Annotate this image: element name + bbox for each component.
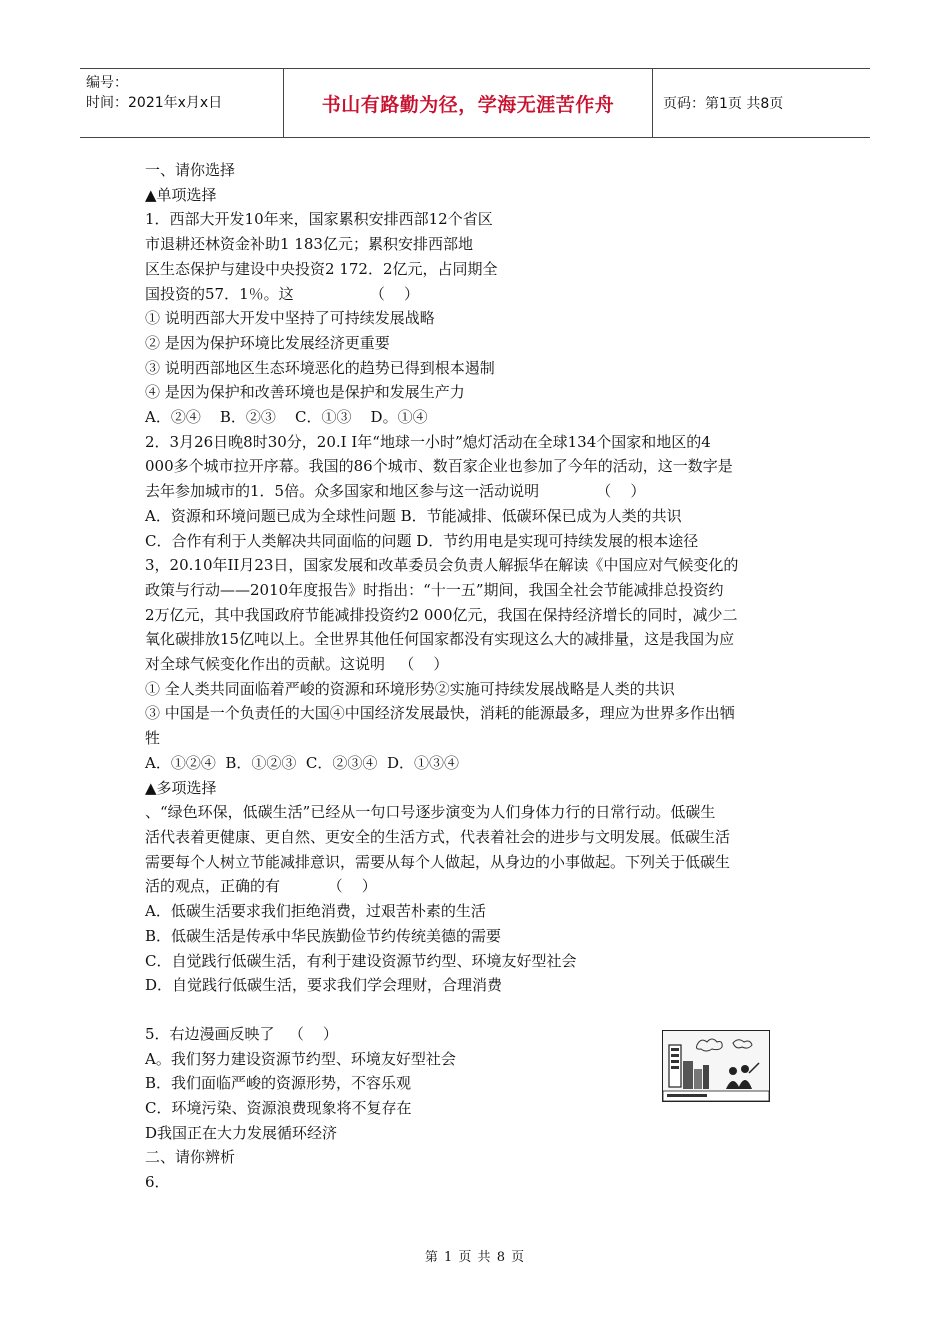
text-line: 一、请你选择: [145, 161, 236, 179]
text-line: A．资源和环境问题已成为全球性问题 B．节能减排、低碳环保已成为人类的共识: [145, 506, 682, 525]
text-line: ▲单项选择: [145, 185, 217, 204]
text-line: B．低碳生活是传承中华民族勤俭节约传统美德的需要: [145, 926, 502, 945]
text-line: 6．: [145, 1173, 170, 1192]
paragraph-gap: [145, 998, 810, 1022]
text-line: A．①②④ B．①②③ C．②③④ D．①③④: [145, 753, 459, 772]
text-line: 2．3月26日晚8时30分，20.I I年“地球一小时”熄灯活动在全球134个国家和地区的4: [145, 432, 711, 451]
header-meta: [80, 69, 283, 137]
text-line: ▲多项选择: [145, 778, 217, 797]
header-motto: 书山有路勤为径，学海无涯苦作舟: [283, 69, 653, 137]
text-line: 去年参加城市的1．5倍。众多国家和地区参与这一活动说明 （ ）: [145, 482, 646, 501]
text-line: 二、请你辨析: [145, 1148, 236, 1167]
header-page-number: 页码：第1页 共8页: [663, 96, 784, 112]
text-line: C．自觉践行低碳生活，有利于建设资源节约型、环境友好型社会: [145, 951, 577, 970]
text-line: ① 全人类共同面临着严峻的资源和环境形势②实施可持续发展战略是人类的共识: [145, 679, 675, 698]
text-line: C．合作有利于人类解决共同面临的问题 D．节约用电是实现可持续发展的根本途径: [145, 531, 699, 550]
text-line: ④ 是因为保护和改善环境也是保护和发展生产力: [145, 383, 465, 402]
text-line: A．低碳生活要求我们拒绝消费，过艰苦朴素的生活: [145, 902, 486, 921]
text-line: D我国正在大力发展循环经济: [145, 1123, 338, 1142]
text-line: 5．右边漫画反映了 （ ）: [145, 1024, 338, 1043]
cartoon-image: [662, 1030, 770, 1102]
text-line: 2万亿元，其中我国政府节能减排投资约2 000亿元，我国在保持经济增长的同时，减少二: [145, 605, 738, 624]
text-line: 活代表着更健康、更自然、更安全的生活方式，代表着社会的进步与文明发展。低碳生活: [145, 827, 731, 846]
text-line: B．我们面临严峻的资源形势，不容乐观: [145, 1074, 412, 1093]
text-line: 、“绿色环保，低碳生活”已经从一句口号逐步演变为人们身体力行的日常行动。低碳生: [145, 803, 716, 822]
text-line: ③ 说明西部地区生态环境恶化的趋势已得到根本遏制: [145, 358, 495, 377]
document-date: 时间：2021年x月x日: [86, 95, 223, 111]
text-line: 活的观点，正确的有 （ ）: [145, 877, 377, 896]
text-line: ③ 中国是一个负责任的大国④中国经济发展最快，消耗的能源最多，理应为世界多作出牺: [145, 704, 735, 723]
text-line: 政策与行动——2010年度报告》时指出：“十一五”期间，我国全社会节能减排总投资约: [145, 580, 724, 599]
text-line: A．②④ B．②③ C．①③ D。①④: [145, 408, 428, 427]
text-line: 3，20.10年II月23日，国家发展和改革委员会负责人解振华在解读《中国应对气候变化的: [145, 556, 739, 575]
document-number: 编号：: [86, 75, 128, 91]
text-line: A。我们努力建设资源节约型、环境友好型社会: [145, 1049, 456, 1068]
text-line: C．环境污染、资源浪费现象将不复存在: [145, 1099, 412, 1118]
text-line: ② 是因为保护环境比发展经济更重要: [145, 333, 390, 352]
text-line: 市退耕还林资金补助1 183亿元；累积安排西部地: [145, 235, 473, 254]
text-line: 国投资的57．1％。这 （ ）: [145, 284, 419, 303]
text-line: 1．西部大开发10年来，国家累积安排西部12个省区: [145, 210, 493, 229]
page-footer: 第 1 页 共 8 页: [424, 1250, 526, 1265]
text-line: 需要每个人树立节能减排意识，需要从每个人做起，从身边的小事做起。下列关于低碳生: [145, 852, 731, 871]
cartoon-drawing: [663, 1031, 769, 1101]
text-line: 000多个城市拉开序幕。我国的86个城市、数百家企业也参加了今年的活动，这一数字是: [145, 457, 733, 476]
text-line: 区生态保护与建设中央投资2 172．2亿元，占同期全: [145, 259, 498, 278]
text-line: 对全球气候变化作出的贡献。这说明 （ ）: [145, 655, 449, 674]
text-line: D．自觉践行低碳生活，要求我们学会理财，合理消费: [145, 976, 503, 995]
text-line: 氧化碳排放15亿吨以上。全世界其他任何国家都没有实现这么大的减排量，这是我国为应: [145, 630, 735, 649]
document-header: [80, 68, 870, 138]
text-line: 牲: [145, 729, 161, 748]
text-line: ① 说明西部大开发中坚持了可持续发展战略: [145, 309, 435, 328]
